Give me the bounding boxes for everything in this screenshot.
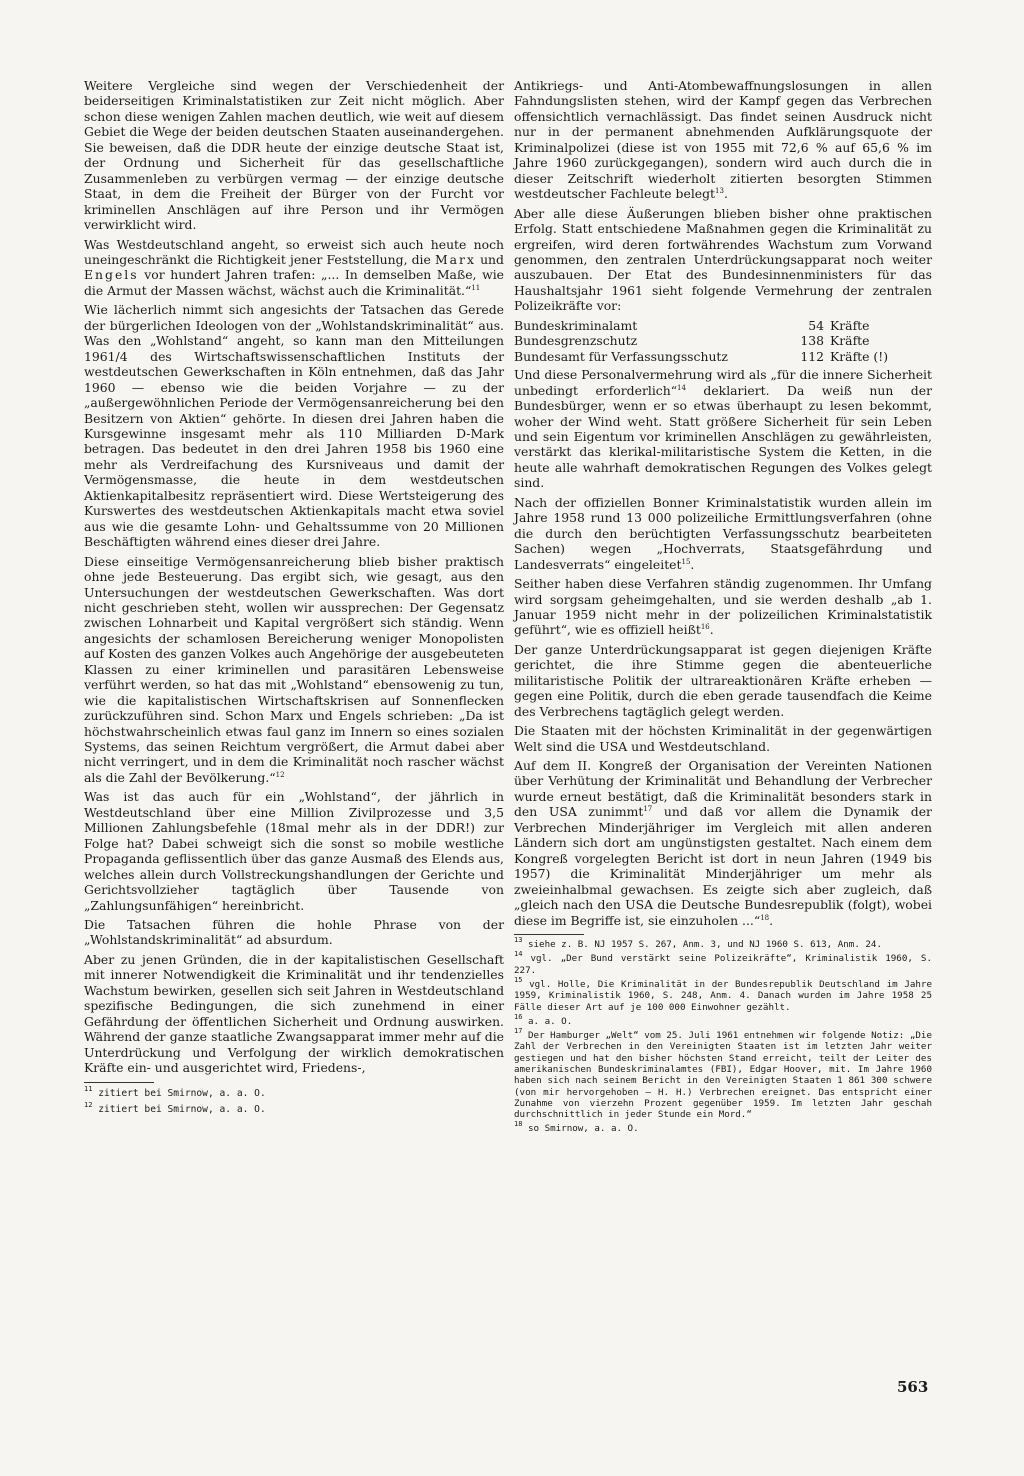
page-number: 563 <box>897 1378 929 1396</box>
footnote <box>84 1100 504 1116</box>
footnote-divider <box>84 1082 154 1083</box>
name-engels: Engels <box>84 267 139 283</box>
footnote <box>514 975 932 1013</box>
footnote-text: a. a. O. <box>527 1015 573 1027</box>
table-cell-name: Bundesamt für Verfassungsschutz <box>514 348 728 364</box>
paragraph: Seither haben diese Verfahren ständig zugenommen. Ihr Umfang wird sorgsam geheimgehalten, und sie werden deshalb „ab 1. Januar 1959 nicht mehr in der polizeilichen Kriminalstatistik geführt“, wie es offiziell heißt$^{16}$. <box>514 576 932 638</box>
footnote-text: vgl. Holle, Die Kriminalität in der Bundesrepublik Deutschland im Jahre 1959, Kriminalistik 1960, S. 248, Anm. 4. Danach wurden im Jahre 1958 25 Fälle dieser Art auf je 100 000 Einwohner gezählt. <box>514 978 932 1013</box>
table-cell-count: 138 <box>800 333 824 349</box>
table-cell-count: 112 <box>800 348 824 364</box>
footnote-ref: 17 <box>643 805 653 814</box>
paragraph: Die Staaten mit der höchsten Kriminalität in der gegenwärtigen Welt sind die USA und Westdeutschland. <box>514 723 932 754</box>
text: Und diese Personalvermehrung wird als „für die innere Sicherheit unbedingt erforderlich“ <box>514 367 932 398</box>
footnote <box>514 936 932 951</box>
text: Nach der offiziellen Bonner Kriminalstatistik wurden allein im Jahre 1958 rund 13 000 polizeiliche Ermittlungsverfahren (ohne die durch den berüchtigten Verfassungsschutz bearbeiteten Sachen) wegen „Hochverrats, Staatsgefährdung und Landesverrats“ eingeleitet <box>514 494 932 572</box>
footnote-number: 15 <box>514 975 523 984</box>
footnote-ref: 13 <box>715 187 724 196</box>
paragraph <box>514 367 932 491</box>
paragraph <box>84 554 504 786</box>
paragraph: Der ganze Unterdrückungsapparat ist gegen diejenigen Kräfte gerichtet, die ihre Stimme gegen die abenteuerliche militaristische Politik der ultrareaktionären Kräfte erheben — gegen eine Politik, durch die eben gerade tausendfach die Keime des Verbrechens tagtäglich gelegt werden. <box>514 641 932 719</box>
table-row <box>514 318 922 333</box>
name-marx: Marx <box>434 251 476 267</box>
footnote-text: zitiert bei Smirnow, a. a. O. <box>98 1103 266 1115</box>
table-cell-unit: Kräfte <box>830 317 870 333</box>
paragraph: Weitere Vergleiche sind wegen der Verschiedenheit der beiderseitigen Kriminalstatistiken zur Zeit nicht möglich. Aber schon diese wenigen Zahlen machen deutlich, wie weit auf diesem Gebiet die Wege der beiden deutschen Staaten auseinandergehen. Sie beweisen, daß die DDR heute der einzige deutsche Staat ist, der Ordnung und Sicherheit für das gesellschaftliche Zusammenleben zu verbürgen vermag — der einzige deutsche Staat, in dem die Freiheit der Bürger von der Furcht vor kriminellen Anschlägen auf ihre Person und ihr Vermögen verwirklicht wird. <box>84 78 504 233</box>
paragraph: Nach der offiziellen Bonner Kriminalstatistik wurden allein im Jahre 1958 rund 13 000 polizeiliche Ermittlungsverfahren (ohne die durch den berüchtigten Verfassungsschutz bearbeiteten Sachen) wegen „Hochverrats, Staatsgefährdung und Landesverrats“ eingeleitet$^{15}$. <box>514 494 932 572</box>
text: Was Westdeutschland angeht, so erweist sich auch heute noch uneingeschränkt die Richtigkeit jener Feststellung, die <box>84 236 504 267</box>
text: und <box>480 251 504 267</box>
paragraph: Die Tatsachen führen die hohle Phrase von der „Wohlstandskriminalität“ ad absurdum. <box>84 917 504 948</box>
police-forces-table <box>514 318 922 364</box>
text: und daß vor allem die Dynamik der Verbrechen Minderjähriger im Vergleich mit allen anderen Ländern sich dort am ungünstigsten gestaltet. Nach einem dem Kongreß vorgelegten Bericht ist dort in neun Jahren (1949 bis 1957) die Kriminalität Minderjähriger um mehr als zweieinhalbmal gewachsen. Es zeigte sich aber zugleich, daß „gleich nach den USA die Deutsche Bundesrepublik (folgt), wobei diese im Begriffe ist, sie einzuholen ...“ <box>514 804 932 928</box>
text: Seither haben diese Verfahren ständig zugenommen. Ihr Umfang wird sorgsam geheimgehalten, und sie werden deshalb „ab 1. Januar 1959 nicht mehr in der polizeilichen Kriminalstatistik geführt“, wie es offiziell heißt <box>514 576 932 638</box>
text: Antikriegs- und Anti-Atombewaffnungslosungen in allen Fahndungslisten stehen, wird der Kampf gegen das Verbrechen offensichtlich vernachlässigt. Das findet seinen Ausdruck nicht nur in der permanent abnehmenden Aufklärungsquote der Kriminalpolizei (diese ist von 1955 mit 72,6 % auf 65,6 % im Jahre 1960 zurückgegangen), sondern wird auch durch die in dieser Zeitschrift wiederholt zitierten besorgten Stimmen westdeutscher Fachleute belegt <box>514 78 932 202</box>
footnote-text: so Smirnow, a. a. O. <box>527 1123 639 1135</box>
footnote-number: 13 <box>514 936 523 945</box>
footnote-ref: 18 <box>760 913 770 922</box>
footnote-number: 18 <box>514 1120 523 1129</box>
footnote-text: siehe z. B. NJ 1957 S. 267, Anm. 3, und NJ 1960 S. 613, Anm. 24. <box>527 939 882 951</box>
footnote <box>514 1120 932 1135</box>
footnote-ref: 14 <box>677 383 686 392</box>
text: Auf dem II. Kongreß der Organisation der Vereinten Nationen über Verhütung der Kriminalität und Behandlung der Verbrecher wurde erneut bestätigt, daß die Kriminalität besonders stark in den USA zunimmt <box>514 758 932 820</box>
paragraph <box>84 237 504 299</box>
footnote-number: 17 <box>514 1027 523 1036</box>
footnote-divider <box>514 934 584 935</box>
paragraph: Auf dem II. Kongreß der Organisation der Vereinten Nationen über Verhütung der Kriminalität und Behandlung der Verbrecher wurde erneut bestätigt, daß die Kriminalität besonders stark in den USA zunimmt$^{17}$ und daß vor allem die Dynamik der Verbrechen Minderjähriger im Vergleich mit allen anderen Ländern sich dort am ungünstigsten gestaltet. Nach einem dem Kongreß vorgelegten Bericht ist dort in neun Jahren (1949 bis 1957) die Kriminalität Minderjähriger um mehr als zweieinhalbmal gewachsen. Es zeigte sich aber zugleich, daß „gleich nach den USA die Deutsche Bundesrepublik (folgt), wobei diese im Begriffe ist, sie einzuholen ...“$^{18}$. <box>514 758 932 928</box>
text: deklariert. Da weiß nun der Bundesbürger, wenn er so etwas überhaupt zu lesen bekommt, woher der Wind weht. Statt größere Sicherheit für sein Leben und sein Eigentum vor kriminellen Anschlägen zu gewährleisten, verstärkt das klerikal-militaristische System die Ketten, in die heute alle wahrhaft demokratischen Regungen des Volkes gelegt sind. <box>514 382 932 491</box>
paragraph: Antikriegs- und Anti-Atombewaffnungslosungen in allen Fahndungslisten stehen, wird der Kampf gegen das Verbrechen offensichtlich vernachlässigt. Das findet seinen Ausdruck nicht nur in der permanent abnehmenden Aufklärungsquote der Kriminalpolizei (diese ist von 1955 mit 72,6 % auf 65,6 % im Jahre 1960 zurückgegangen), sondern wird auch durch die in dieser Zeitschrift wiederholt zitierten besorgten Stimmen westdeutscher Fachleute belegt$^{13}$. <box>514 78 932 202</box>
table-cell-unit: Kräfte <box>830 333 870 349</box>
footnote-number: 12 <box>84 1100 93 1109</box>
table-cell-name: Bundesgrenzschutz <box>514 333 638 349</box>
table-cell-name: Bundeskriminalamt <box>514 317 638 333</box>
footnote-ref: 11 <box>471 283 481 292</box>
table-row <box>514 349 922 364</box>
text: Diese einseitige Vermögensanreicherung blieb bisher praktisch ohne jede Besteuerung. Das ergibt sich, wie gesagt, aus den Untersuchungen der westdeutschen Gewerkschaften. Was dort nicht geschrieben steht, wollen wir aussprechen: Der Gegensatz zwischen Lohnarbeit und Kapital vergrößert sich ständig. Wenn angesichts der schamlosen Bereicherung weniger Monopolisten auf Kosten des ganzen Volkes auch Angehörige der ausgebeuteten Klassen zu einer kriminellen und parasitären Lebensweise verführt werden, so hat das mit „Wohlstand“ ebensowenig zu tun, wie die kapitalistischen Wirtschaftskrisen auf Sonnenflecken zurückzuführen sind. Schon Marx und Engels schrieben: „Da ist höchstwahrscheinlich etwas faul ganz im Innern so eines sozialen Systems, das seinen Reichtum vergrößert, die Armut dabei aber nicht verringert, und in dem die Kriminalität noch rascher wächst als die Zahl der Bevölkerung.“ <box>84 553 504 785</box>
right-column <box>514 78 932 1138</box>
table-row <box>514 333 922 348</box>
footnote <box>514 1027 932 1121</box>
paragraph: Aber zu jenen Gründen, die in der kapitalistischen Gesellschaft mit innerer Notwendigkeit die Kriminalität und ihr tendenzielles Wachstum bewirken, gesellen sich seit Jahren in Westdeutschland spezifische Bedingungen, die sich zunehmend in einer Gefährdung der öffentlichen Sicherheit und Ordnung auswirken. Während der ganze staatliche Zwangsapparat immer mehr auf die Unterdrückung und Verfolgung der wirklich demokratischen Kräfte ein- und ausgerichtet wird, Friedens-, <box>84 951 504 1076</box>
left-column <box>84 78 504 1119</box>
footnote-text: vgl. „Der Bund verstärkt seine Polizeikräfte“, Kriminalistik 1960, S. 227. <box>514 953 932 976</box>
footnote-ref: 12 <box>275 770 285 779</box>
text: vor hundert Jahren trafen: „... In demselben Maße, wie die Armut der Massen wächst, wächst auch die Kriminalität.“ <box>84 267 504 298</box>
paragraph: Aber alle diese Äußerungen blieben bisher ohne praktischen Erfolg. Statt entschiedene Maßnahmen gegen die Kriminalität zu ergreifen, wird deren fortwährendes Wachstum zum Vorwand genommen, den zentralen Unterdrückungsapparat noch weiter auszubauen. Der Etat des Bundesinnenministers für das Haushaltsjahr 1961 sieht folgende Vermehrung der zentralen Polizeikräfte vor: <box>514 205 932 314</box>
paragraph: Was ist das auch für ein „Wohlstand“, der jährlich in Westdeutschland über eine Million Zivilprozesse und 3,5 Millionen Zahlungsbefehle (18mal mehr als in der DDR!) zur Folge hat? Dabei schweigt sich die sonst so mobile westliche Propaganda geflissentlich über das ganze Ausmaß des Elends aus, welches allein durch Vollstreckungshandlungen der Gerichte und Gerichtsvollzieher tagtäglich über Tausende von „Zahlungsunfähigen“ hereinbricht. <box>84 789 504 913</box>
footnote <box>84 1084 504 1100</box>
footnote-ref: 15 <box>681 557 691 566</box>
footnote-text: Der Hamburger „Welt“ vom 25. Juli 1961 entnehmen wir folgende Notiz: „Die Zahl der Verbrechen in den Vereinigten Staaten ist im letzten Jahr weiter gestiegen und hat den bisher höchsten Stand erreicht, teilt der Leiter des amerikanischen Bundeskriminalamtes (FBI), Edgar Hoover, mit. Im Jahre 1960 haben sich nach seinem Bericht in den Vereinigten Staaten 1 861 300 schwere (von mir hervorgehoben — H. H.) Verbrechen ereignet. Das entspricht einer Zunahme von vierzehn Prozent gegenüber 1959. Im letzten Jahr geschah durchschnittlich in jeder Stunde ein Mord.“ <box>514 1030 932 1121</box>
footnote-text: zitiert bei Smirnow, a. a. O. <box>98 1087 266 1099</box>
paragraph: Wie lächerlich nimmt sich angesichts der Tatsachen das Gerede der bürgerlichen Ideologen von der „Wohlstandskriminalität“ aus. Was den „Wohlstand“ angeht, so kann man den Mitteilungen 1961/4 des Wirtschaftswissenschaftlichen Instituts der westdeutschen Gewerkschaften in Köln entnehmen, daß das Jahr 1960 — ebenso wie die beiden Vorjahre — zu der „außergewöhnlichen Periode der Vermögensanreicherung bei den Besitzern von Aktien“ gehörte. In diesen drei Jahren haben die Kursgewinne insgesamt mehr als 110 Milliarden D-Mark betragen. Das bedeutet in den drei Jahren 1958 bis 1960 eine mehr als Verdreifachung des Kursniveaus und damit der Vermögensmasse, die heute in dem westdeutschen Aktienkapitalbesitz repräsentiert wird. Diese Wertsteigerung des Kurswertes des westdeutschen Aktienkapitals macht etwa soviel aus wie die gesamte Lohn- und Gehaltssumme von 20 Millionen Beschäftigten während eines dieser drei Jahre. <box>84 302 504 550</box>
footnote-number: 11 <box>84 1084 93 1093</box>
footnote <box>514 1012 932 1027</box>
table-cell-count: 54 <box>808 317 824 333</box>
footnote-number: 14 <box>514 950 523 959</box>
footnote-number: 16 <box>514 1012 523 1021</box>
footnote <box>514 950 932 976</box>
table-cell-unit: Kräfte (!) <box>830 348 889 364</box>
footnote-ref: 16 <box>700 623 710 632</box>
